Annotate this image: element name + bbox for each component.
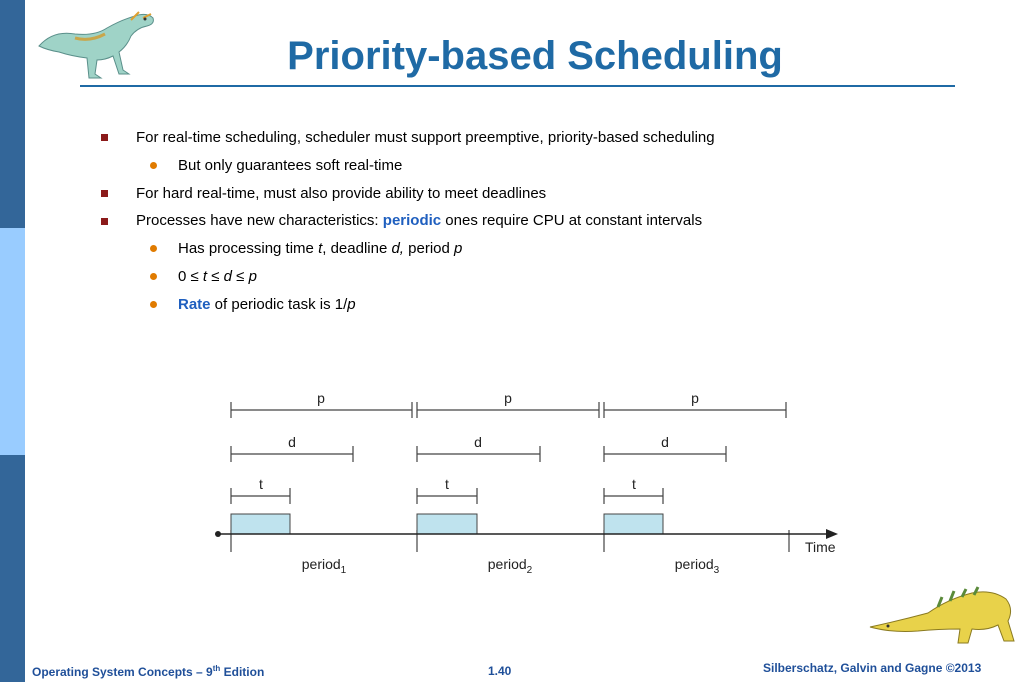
- footer-superscript: th: [212, 664, 221, 673]
- label-period-1: period$_1$: [301, 556, 347, 576]
- bullet-5: [178, 240, 462, 258]
- label-p: p: [317, 390, 325, 406]
- axis-label-time: Time: [805, 539, 836, 555]
- left-sidebar: [0, 0, 25, 682]
- circle-bullet-icon: [150, 162, 157, 169]
- bullet-4-highlight: periodic: [382, 212, 442, 229]
- execution-block: [604, 514, 663, 534]
- bullet-5-text: Has processing time: [178, 240, 319, 257]
- bullet-6: [178, 268, 257, 286]
- label-t: t: [259, 476, 263, 492]
- sidebar-band-bottom: [0, 455, 25, 682]
- bullet-4-pre: Processes have new characteristics:: [136, 212, 383, 229]
- circle-bullet-icon: [150, 273, 157, 280]
- dinosaur-icon: [868, 585, 1018, 650]
- bullet-3: For hard real-time, must also provide ability to meet deadlines: [136, 185, 547, 202]
- bullet-1: For real-time scheduling, scheduler must support preemptive, priority-based scheduling: [136, 129, 715, 146]
- execution-block: [417, 514, 477, 534]
- bullet-7-var-p: p: [347, 296, 356, 313]
- square-bullet-icon: [101, 190, 108, 197]
- execution-block: [231, 514, 290, 534]
- label-p: p: [504, 390, 512, 406]
- bullet-5-var-p: p: [454, 240, 463, 257]
- sidebar-band-top: [0, 0, 25, 228]
- bullet-5-text: period: [403, 240, 455, 257]
- bullet-4: [136, 212, 702, 230]
- circle-bullet-icon: [150, 245, 157, 252]
- footer-book-title: Operating System Concepts – 9: [32, 665, 213, 679]
- footer-left: [32, 664, 264, 679]
- bullet-6-var-d: d: [223, 268, 233, 285]
- bullet-6-text: 0 ≤: [178, 268, 203, 285]
- label-period-2: period$_2$: [487, 556, 533, 576]
- circle-bullet-icon: [150, 301, 157, 308]
- bullet-6-text: ≤: [207, 268, 224, 285]
- label-d: d: [474, 434, 482, 450]
- slide-title: Priority-based Scheduling: [287, 34, 783, 78]
- label-d: d: [288, 434, 296, 450]
- bullet-2: But only guarantees soft real-time: [178, 157, 403, 174]
- label-t: t: [445, 476, 449, 492]
- label-period-3: period$_3$: [674, 556, 720, 576]
- label-d: d: [661, 434, 669, 450]
- bullet-6-var-p: p: [248, 268, 257, 285]
- title-underline: [80, 85, 955, 87]
- periodic-task-diagram: [200, 380, 850, 580]
- bullet-5-var-d: d,: [391, 240, 404, 257]
- bullet-7-text: of periodic task is 1/: [210, 296, 348, 313]
- footer-edition: Edition: [220, 665, 265, 679]
- bullet-6-text: ≤: [232, 268, 249, 285]
- bullet-4-post: ones require CPU at constant intervals: [441, 212, 703, 229]
- bullet-6-var-t: t: [202, 268, 208, 285]
- label-p: p: [691, 390, 699, 406]
- footer-page-number: 1.40: [488, 664, 512, 678]
- dinosaur-icon: [35, 8, 160, 83]
- bullet-5-text: , deadline: [322, 240, 392, 257]
- bullet-7: [178, 296, 356, 314]
- square-bullet-icon: [101, 134, 108, 141]
- square-bullet-icon: [101, 218, 108, 225]
- label-t: t: [632, 476, 636, 492]
- sidebar-band-middle: [0, 228, 25, 455]
- bullet-7-highlight: Rate: [178, 296, 211, 313]
- bullet-5-var-t: t: [318, 240, 323, 257]
- footer-authors: Silberschatz, Galvin and Gagne ©2013: [763, 661, 982, 675]
